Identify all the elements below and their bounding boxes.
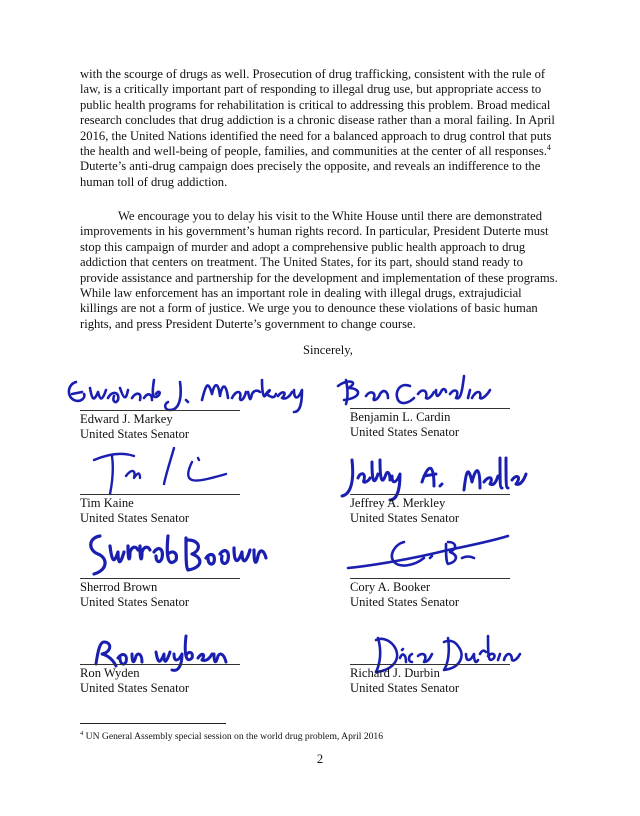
signatory-durbin — [350, 664, 550, 696]
signatory-title: United States Senator — [350, 681, 460, 695]
signatory-merkley — [350, 494, 550, 526]
signatory-title: United States Senator — [350, 595, 460, 609]
signature-line — [80, 410, 240, 411]
signatory-markey — [80, 410, 280, 442]
signature-kaine — [88, 440, 248, 500]
signature-line — [350, 664, 510, 665]
signatory-title: United States Senator — [350, 425, 460, 439]
footnote-text: UN General Assembly special session on the world drug problem, April 2016 — [83, 731, 384, 743]
page-number: 2 — [316, 752, 324, 766]
body-paragraph-1 — [80, 67, 562, 190]
signatory-name: Tim Kaine — [80, 496, 134, 510]
signatory-title: United States Senator — [80, 681, 190, 695]
signature-line — [350, 408, 510, 409]
signatory-name: Cory A. Booker — [350, 580, 431, 594]
signature-line — [80, 494, 240, 495]
signatory-name: Benjamin L. Cardin — [350, 410, 451, 424]
signature-line — [350, 494, 510, 495]
paragraph-1-text: with the scourge of drugs as well. Prosecution of drug trafficking, consistent with the rule of law, is a critically important part of responding to illegal drug use, but appropriate access to public health programs for rehabilitation is critical to addressing this problem. Broad medical research concludes that drug addiction is a chronic disease rather than a moral failing. In April 2016, the United Nations identified the need for a balanced approach to drug control that puts the health and well-being of people, families, and communities at the center of all responses. — [80, 67, 555, 159]
signatory-title: United States Senator — [80, 511, 190, 525]
closing-salutation: Sincerely, — [303, 343, 353, 357]
signatory-name: Jeffrey A. Merkley — [350, 496, 446, 510]
signatory-name: Sherrod Brown — [80, 580, 158, 594]
signatory-name: Ron Wyden — [80, 666, 140, 680]
footnote-divider — [80, 723, 226, 724]
signature-line — [80, 664, 240, 665]
signatory-title: United States Senator — [80, 427, 190, 441]
signature-line — [80, 578, 240, 579]
signatory-name: Richard J. Durbin — [350, 666, 440, 680]
signatory-title: United States Senator — [80, 595, 190, 609]
body-paragraph-2: We encourage you to delay his visit to the White House until there are demonstrated improvements in his government’s human rights record. In particular, President Duterte must stop this campaign of murder and adopt a comprehensive public health approach to drug addiction that centers on treatment. The United States, for its part, should stand ready to provide assistance and partnership for the development and implementation of these programs. While law enforcement has an important role in dealing with illegal drugs, extrajudicial killings are not a form of justice. We urge you to denounce these violations of basic human rights, and press President Duterte’s government to change course. — [80, 209, 558, 331]
signatory-brown — [80, 578, 280, 610]
footnote — [80, 728, 383, 743]
signature-line — [350, 578, 510, 579]
signatory-name: Edward J. Markey — [80, 412, 173, 426]
footnote-number: 4 — [80, 730, 84, 737]
signatory-title: United States Senator — [350, 511, 460, 525]
signatory-booker — [350, 578, 550, 610]
signatory-kaine — [80, 494, 280, 526]
signatory-wyden — [80, 664, 280, 696]
paragraph-1-end: Duterte’s anti-drug campaign does precisely the opposite, and reveals an indifference to the human toll of drug addiction. — [80, 159, 541, 189]
signature-booker — [338, 528, 538, 578]
footnote-ref: 4 — [546, 142, 551, 152]
signatory-cardin — [350, 408, 550, 440]
